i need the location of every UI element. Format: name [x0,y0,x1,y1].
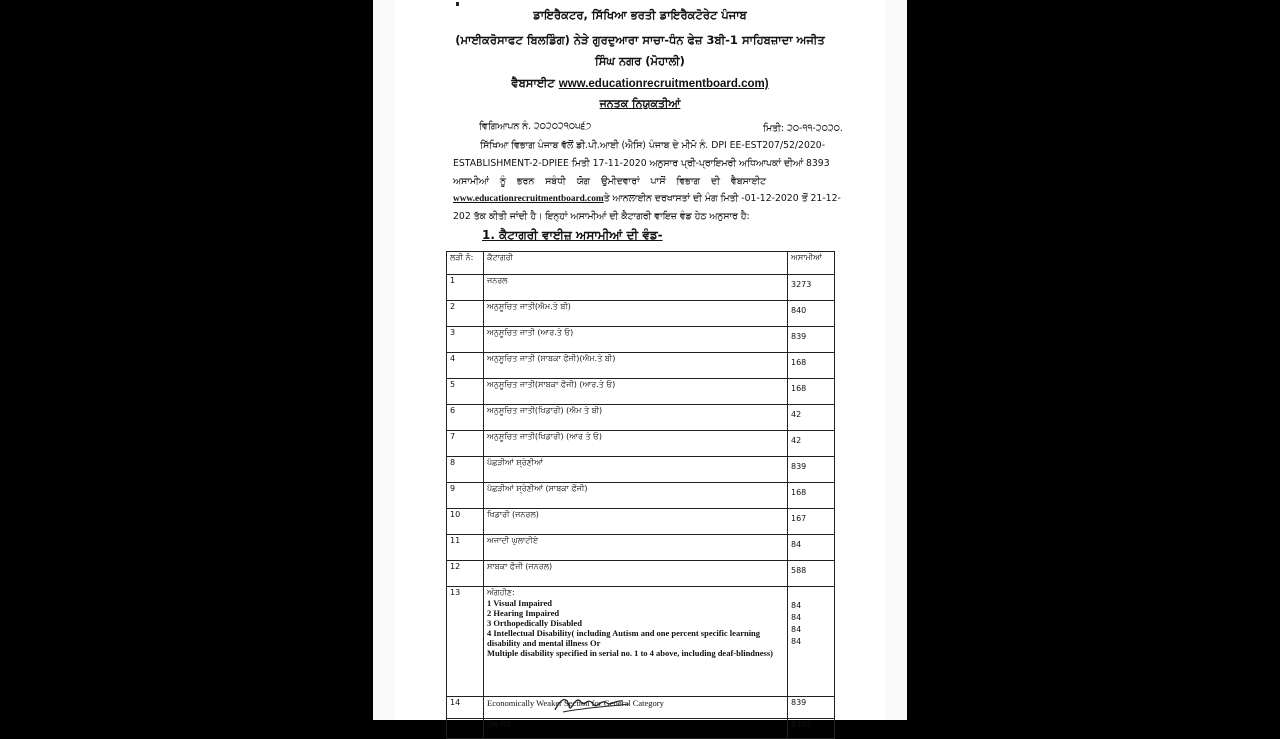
total-label: ਕੁੱਲ ਜੋੜ [484,719,788,739]
serial-cell: 6 [447,405,484,431]
table-row [447,535,835,561]
serial-cell: 3 [447,327,484,353]
header-line-1: ਡਾਇਰੈਕਟਰ, ਸਿੱਖਿਆ ਭਰਤੀ ਡਾਇਰੈਕਟੋਰੇਟ ਪੰਜਾਬ [533,8,747,22]
paragraph-line-4-text: ਤੇ ਆਨਲਾਈਨ ਦਰਖਾਸਤਾਂ ਦੀ ਮੰਗ ਮਿਤੀ -01-12-2020 ਤੋਂ 21-12- [603,193,841,204]
table-row [447,379,835,405]
table-row-disability [447,587,835,697]
disability-posts: 84 [791,637,802,646]
advertisement-number: ਵਿਗਿਆਪਨ ਨੰ. ੨੦੨੦੨੧੦੫੬੭ [479,121,592,132]
serial-cell: 7 [447,431,484,457]
disability-item: 4 Intellectual Disability( including Autism and one percent specific learning disability and mental illness Or [487,628,761,648]
category-cell: ਅਨੁਸੂਚਿਤ ਜਾਤੀ (ਆਰ.ਤੇ ਓ) [484,327,788,353]
posts-cell [788,587,835,697]
serial-cell: 5 [447,379,484,405]
category-cell: ਅਨੁਸੂਚਿਤ ਜਾਤੀ (ਸਾਬਕਾ ਫੌਜੀ)(ਐਮ.ਤੇ ਬੀ) [484,353,788,379]
posts-cell: 168 [788,379,835,405]
category-cell: ਅਜਾਦੀ ਘੁਲਾਟੀਏ [484,535,788,561]
header-serial: ਲੜੀ ਨੰ: [447,252,484,275]
posts-cell: 168 [788,353,835,379]
header-line-3: ਸਿੰਘ ਨਗਰ (ਮੋਹਾਲੀ) [595,54,685,68]
table-header-row [447,252,835,275]
paragraph-url[interactable]: www.educationrecruitmentboard.com [453,194,604,204]
posts-cell: 3273 [788,275,835,301]
serial-cell: 9 [447,483,484,509]
ink-mark [456,2,459,6]
paragraph-line-3: ਅਸਾਮੀਆਂ ਨੂੰ ਭਰਨ ਸਬੰਧੀ ਯੋਗ ਉਮੀਦਵਾਰਾਂ ਪਾਸੋਂ ਵਿਭਾਗ ਦੀ ਵੈਬਸਾਈਟ [453,176,766,187]
paragraph-line-4 [453,193,841,204]
category-cell: ਖਿਡਾਰੀ (ਜਨਰਲ) [484,509,788,535]
disability-posts: 84 [791,613,802,622]
table-row [447,457,835,483]
serial-cell: 12 [447,561,484,587]
advertisement-date: ਮਿਤੀ: ੨੦-੧੧-੨੦੨੦. [763,123,843,134]
table-row [447,353,835,379]
notice-title: ਜਨਤਕ ਨਿਯੁਕਤੀਆਂ [599,97,681,110]
disability-title: ਅੰਗਹੀਣ: [487,588,515,597]
serial-cell [447,719,484,739]
category-cell: ਸਾਬਕਾ ਫੌਜੀ (ਜਨਰਲ) [484,561,788,587]
table-row [447,405,835,431]
website-url[interactable]: www.educationrecruitmentboard.com) [558,78,769,90]
posts-cell: 42 [788,405,835,431]
header-line-2: (ਮਾਈਕਰੋਸਾਫਟ ਬਿਲਡਿੰਗ) ਨੇੜੇ ਗੁਰਦੁਆਰਾ ਸਾਚਾ-ਧੰਨ ਫੇਜ਼ 3ਬੀ-1 ਸਾਹਿਬਜ਼ਾਦਾ ਅਜੀਤ [455,33,825,47]
posts-cell: 168 [788,483,835,509]
posts-cell: 839 [788,697,835,719]
category-cell: Economically Weaker Section for General Category [484,697,788,719]
table-row [447,561,835,587]
serial-cell: 13 [447,587,484,697]
posts-cell: 84 [788,535,835,561]
document-page [373,0,907,729]
serial-cell: 14 [447,697,484,719]
category-cell: ਅਨੁਸੂਚਿਤ ਜਾਤੀ(ਖਿਡਾਰੀ) (ਐਮ ਤੇ ਬੀ) [484,405,788,431]
posts-cell: 588 [788,561,835,587]
paragraph-line-5: 202 ਤੱਕ ਕੀਤੀ ਜਾਂਦੀ ਹੈ। ਇਨ੍ਹਾਂ ਅਸਾਮੀਆਂ ਦੀ ਕੈਟਾਗਰੀ ਵਾਇਜ਼ ਵੰਡ ਹੇਠ ਅਨੁਸਾਰ ਹੈ: [453,211,750,222]
table-row-ews [447,697,835,719]
serial-cell: 10 [447,509,484,535]
paragraph-line-2: ESTABLISHMENT-2-DPIEE ਮਿਤੀ 17-11-2020 ਅਨੁਸਾਰ ਪ੍ਰੀ-ਪ੍ਰਾਇਮਰੀ ਅਧਿਆਪਕਾਂ ਦੀਆਂ 8393 [453,158,830,169]
disability-item: 3 Orthopedically Disabled [487,618,582,628]
website-label: ਵੈਬਸਾਈਟ [511,76,555,90]
disability-cell [484,587,788,697]
signature-image [553,688,633,718]
disability-posts: 84 [791,601,802,610]
posts-cell: 839 [788,457,835,483]
header-posts: ਅਸਾਮੀਆਂ [788,252,835,275]
category-cell: ਜਨਰਲ [484,275,788,301]
disability-posts: 84 [791,625,802,634]
total-posts: 8393 [788,719,835,739]
category-cell: ਪੱਛੜੀਆਂ ਸ਼੍ਰੇਣੀਆਂ (ਸਾਬਕਾ ਫੌਜੀ) [484,483,788,509]
table-row [447,275,835,301]
paragraph-line-1: ਸਿੱਖਿਆ ਵਿਭਾਗ ਪੰਜਾਬ ਵੱਲੋਂ ਡੀ.ਪੀ.ਆਈ (ਐਸਿ) ਪੰਜਾਬ ਦੇ ਮੀਮੋ ਨੰ. DPI EE-EST207/52/2020- [480,140,826,151]
disability-item: Multiple disability specified in serial no. 1 to 4 above, including deaf-blindness) [487,648,773,658]
category-table [446,251,835,739]
category-cell: ਅਨੁਸੂਚਿਤ ਜਾਤੀ(ਖਿਡਾਰੀ) (ਆਰ ਤੇ ਓ) [484,431,788,457]
table-row-total [447,719,835,739]
header-category: ਕੈਟਾਗਰੀ [484,252,788,275]
section-title: 1. ਕੈਟਾਗਰੀ ਵਾਈਜ਼ ਅਸਾਮੀਆਂ ਦੀ ਵੰਡ- [482,228,663,242]
posts-cell: 167 [788,509,835,535]
header-website [373,76,907,91]
posts-cell: 839 [788,327,835,353]
table-row [447,431,835,457]
category-cell: ਅਨੁਸੂਚਿਤ ਜਾਤੀ(ਸਾਬਕਾ ਫੌਜੀ) (ਆਰ.ਤੇ ਓ) [484,379,788,405]
category-cell: ਅਨੁਸੂਚਿਤ ਜਾਤੀ(ਐਮ.ਤੇ ਬੀ) [484,301,788,327]
disability-item: 2 Hearing Impaired [487,608,560,618]
category-cell: ਪੱਛੜੀਆਂ ਸ਼੍ਰੇਣੀਆਂ [484,457,788,483]
posts-cell: 840 [788,301,835,327]
serial-cell: 2 [447,301,484,327]
serial-cell: 11 [447,535,484,561]
serial-cell: 8 [447,457,484,483]
table-row [447,327,835,353]
serial-cell: 1 [447,275,484,301]
posts-cell: 42 [788,431,835,457]
disability-item: 1 Visual Impaired [487,598,553,608]
table-row [447,509,835,535]
table-row [447,301,835,327]
serial-cell: 4 [447,353,484,379]
table-row [447,483,835,509]
